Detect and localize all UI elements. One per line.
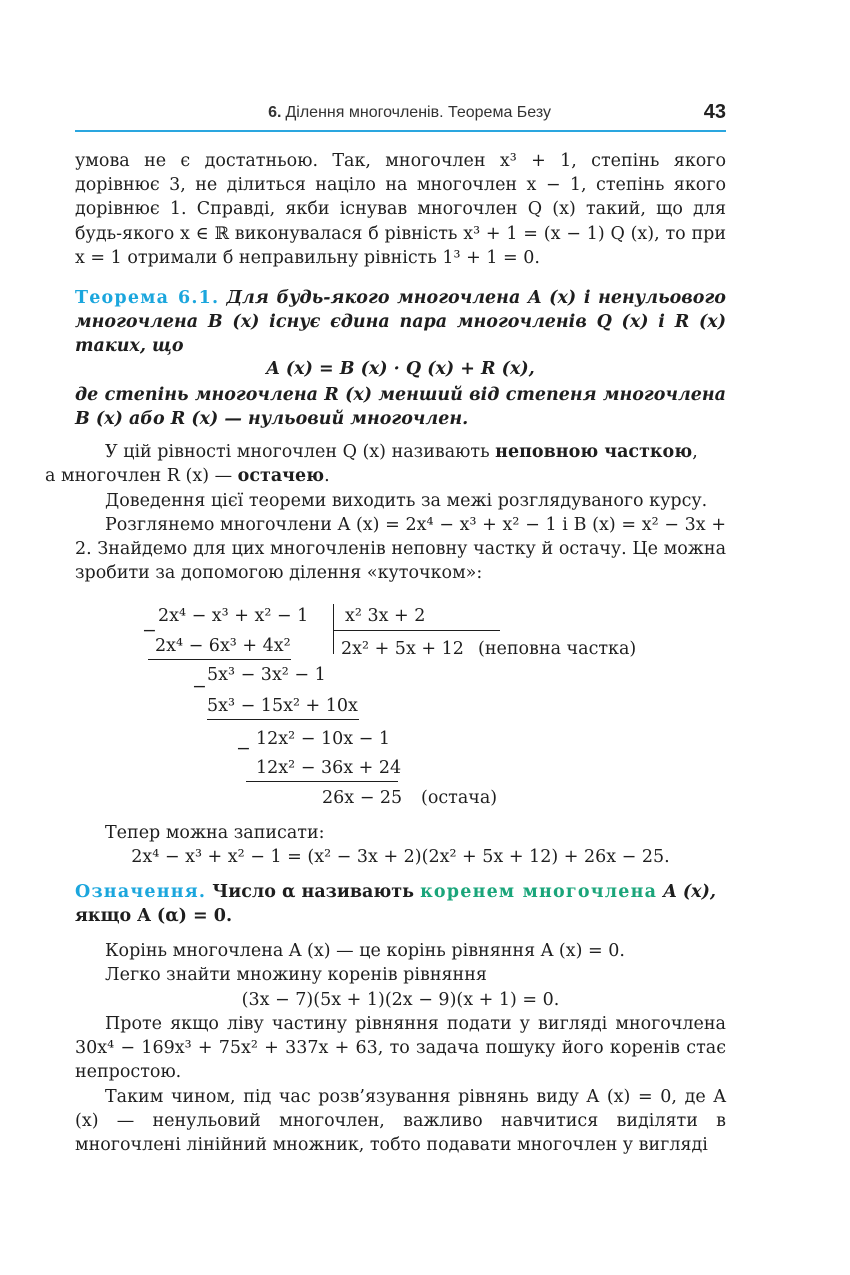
section-title: [268, 104, 551, 122]
text-fragment: У цій рівності многочлен Q (x) називають: [105, 442, 496, 462]
term-partial-quotient: неповною часткою: [495, 442, 693, 462]
page-number: 43: [703, 101, 726, 123]
definition-text-2: A (x),: [657, 882, 716, 902]
theorem-text: Для будь-якого многочлена A (x) і ненульового многочлена B (x) існує єдина пара многочленів Q (x) і R (x) таких, що: [75, 288, 726, 357]
identity-formula: 2x⁴ − x³ + x² − 1 = (x² − 3x + 2)(2x² + 5x + 12) + 26x − 25.: [131, 847, 670, 867]
paragraph-easy: Легко знайти множину коренів рівняння: [105, 965, 487, 985]
final-remainder: 26x − 25: [322, 788, 403, 808]
dividend: 2x⁴ − x³ + x² − 1: [158, 606, 309, 626]
remainder-1: 5x³ − 3x² − 1: [207, 665, 326, 685]
paragraph-now-write: Тепер можна записати:: [105, 823, 325, 843]
division-bar: [333, 604, 334, 654]
paragraph-intro: умова не є достатньою. Так, многочлен x³ + 1, степінь якого дорівнює 3, не ділиться націло на многочлен x − 1, степінь якого дорівнює 1. Справді, якби існував многочлен Q (x) такий, що для будь-якого x ∈ ℝ виконувалася б рівність x³ + 1 = (x − 1) Q (x), то при x = 1 отримали б неправильну рівність 1³ + 1 = 0.: [75, 151, 726, 268]
paragraph-definition-terms: [45, 440, 726, 488]
paragraph-thus: Таким чином, під час розв’язування рівнянь виду A (x) = 0, де A (x) — ненульовий многочлен, важливо навчитися виділяти в многочлені лінійний множник, тобто подавати многочлен у вигляді: [75, 1087, 726, 1156]
theorem-block: [75, 286, 726, 359]
theorem-formula: A (x) = B (x) · Q (x) + R (x),: [266, 359, 535, 379]
minus-sign: −: [192, 677, 207, 697]
section-number: 6.: [268, 104, 282, 121]
remainder-2: 12x² − 10x − 1: [256, 729, 391, 749]
definition-term: коренем многочлена: [420, 882, 658, 902]
paragraph-however: Проте якщо ліву частину рівняння подати у вигляді многочлена 30x⁴ − 169x³ + 75x² + 337x + 63, то задача пошуку його коренів стає непростою.: [75, 1014, 726, 1083]
definition-text: Число α називають: [206, 882, 421, 902]
text-fragment: а многочлен R (x) —: [45, 466, 238, 487]
subtrahend-1: 2x⁴ − 6x³ + 4x²: [155, 636, 291, 656]
equation-roots: (3x − 7)(5x + 1)(2x − 9)(x + 1) = 0.: [241, 990, 560, 1010]
minus-sign: −: [142, 621, 157, 641]
subtract-line-2: [207, 719, 359, 720]
paragraph-root: Корінь многочлена A (x) — це корінь рівняння A (x) = 0.: [105, 941, 625, 961]
quotient-label: (неповна частка): [478, 639, 637, 659]
page-header: [75, 100, 726, 132]
subtract-line-1: [148, 659, 291, 660]
text-fragment: .: [324, 466, 330, 487]
quotient: 2x² + 5x + 12: [341, 639, 464, 659]
text-fragment: ,: [692, 442, 698, 462]
paragraph-example: Розглянемо многочлени A (x) = 2x⁴ − x³ + x² − 1 і B (x) = x² − 3x + 2. Знайдемо для цих многочленів неповну частку й остачу. Це можна зробити за допомогою ділення «куточком»:: [75, 515, 726, 584]
subtrahend-2: 5x³ − 15x² + 10x: [207, 696, 358, 716]
subtract-line-3: [246, 781, 398, 782]
term-remainder: остачею: [237, 466, 325, 487]
paragraph-proof: Доведення цієї теореми виходить за межі розглядуваного курсу.: [105, 491, 708, 511]
definition-block: [75, 880, 726, 928]
definition-condition: якщо A (α) = 0.: [75, 906, 233, 927]
remainder-label: (остача): [421, 788, 498, 808]
minus-sign: −: [236, 739, 251, 759]
theorem-text-cont: де степінь многочлена R (x) менший від степеня многочлена B (x) або R (x) — нульовий многочлен.: [75, 385, 726, 430]
theorem-label: Теорема 6.1.: [75, 288, 220, 308]
divisor: x² 3x + 2: [345, 606, 426, 626]
divisor-line: [333, 630, 500, 631]
definition-label: Означення.: [75, 882, 207, 902]
subtrahend-3: 12x² − 36x + 24: [256, 758, 402, 778]
section-title-text: Ділення многочленів. Теорема Безу: [285, 104, 551, 121]
